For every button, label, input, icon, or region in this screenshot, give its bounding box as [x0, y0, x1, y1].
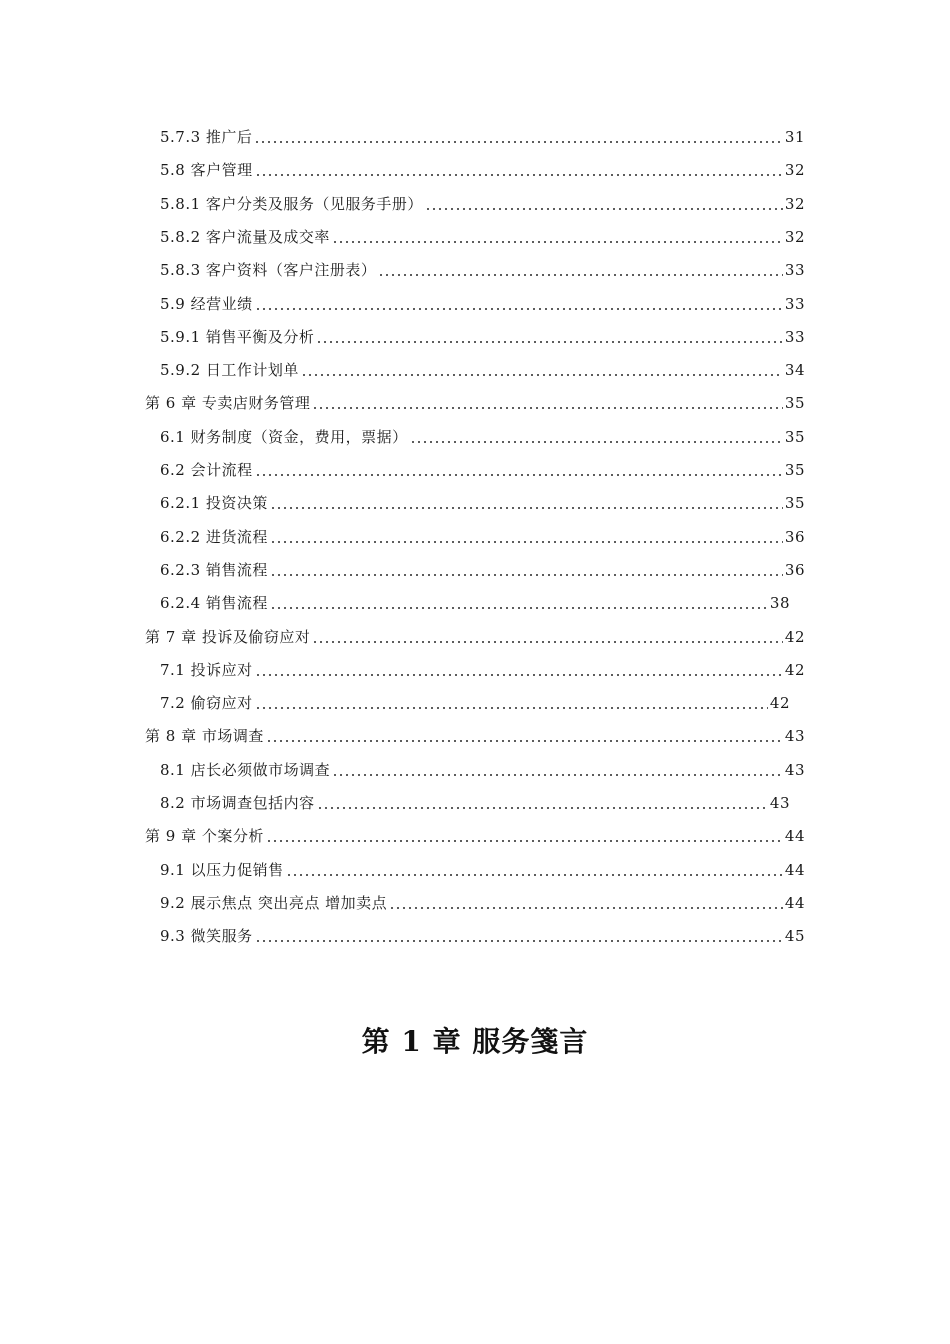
toc-entry[interactable]	[145, 719, 805, 753]
toc-dot-leader	[266, 740, 783, 742]
toc-entry-page-number: 34	[784, 361, 805, 380]
toc-entry-label: 6.2.4 销售流程	[160, 594, 268, 613]
toc-entry-label: 5.8 客户管理	[160, 161, 253, 180]
toc-entry-page-number: 36	[784, 527, 805, 546]
toc-entry-page-number: 35	[784, 394, 805, 413]
toc-dot-leader	[255, 474, 783, 476]
toc-entry[interactable]	[145, 386, 805, 420]
toc-entry[interactable]	[160, 220, 805, 254]
toc-entry-label: 6.2.2 进货流程	[160, 527, 268, 546]
toc-entry[interactable]	[160, 886, 805, 920]
toc-dot-leader	[270, 541, 783, 543]
toc-entry-label: 8.1 店长必须做市场调查	[160, 760, 331, 779]
toc-entry-label: 5.8.1 客户分类及服务（见服务手册）	[160, 194, 423, 213]
toc-dot-leader	[312, 407, 783, 409]
toc-entry[interactable]	[160, 353, 805, 387]
toc-dot-leader	[312, 641, 783, 643]
toc-entry[interactable]	[160, 253, 805, 287]
toc-entry-page-number: 42	[784, 627, 805, 646]
toc-entry[interactable]	[160, 753, 805, 787]
toc-entry-page-number: 38	[769, 594, 790, 613]
toc-dot-leader	[425, 208, 783, 210]
toc-entry-label: 9.1 以压力促销售	[160, 860, 284, 879]
toc-entry-page-number: 32	[784, 161, 805, 180]
toc-entry[interactable]	[160, 686, 790, 720]
toc-entry-label: 6.1 财务制度（资金，费用，票据）	[160, 427, 408, 446]
toc-entry[interactable]	[160, 853, 805, 887]
toc-entry-page-number: 43	[769, 794, 790, 812]
toc-entry-page-number: 45	[784, 927, 805, 946]
toc-entry[interactable]	[160, 653, 805, 687]
toc-dot-leader	[301, 374, 783, 376]
toc-entry-page-number: 33	[784, 294, 805, 313]
toc-entry[interactable]	[145, 620, 805, 654]
toc-entry-label: 9.3 微笑服务	[160, 927, 253, 946]
toc-entry-label: 第 7 章 投诉及偷窃应对	[145, 627, 311, 646]
toc-entry-page-number: 35	[784, 494, 805, 513]
toc-entry[interactable]	[160, 420, 805, 454]
toc-entry-page-number: 44	[784, 827, 805, 846]
toc-entry[interactable]	[160, 586, 790, 620]
toc-dot-leader	[255, 174, 783, 176]
toc-dot-leader	[317, 807, 768, 809]
toc-entry-page-number: 33	[784, 327, 805, 346]
toc-entry-label: 第 6 章 专卖店财务管理	[145, 394, 311, 413]
toc-entry-page-number: 44	[784, 860, 805, 879]
toc-entry-label: 9.2 展示焦点 突出亮点 增加卖点	[160, 893, 388, 912]
toc-entry[interactable]	[160, 120, 805, 154]
toc-entry-page-number: 42	[784, 660, 805, 679]
toc-entry-label: 6.2.3 销售流程	[160, 560, 268, 579]
toc-entry[interactable]	[160, 786, 790, 820]
toc-entry[interactable]	[160, 187, 805, 221]
toc-dot-leader	[255, 707, 768, 709]
toc-entry-page-number: 43	[784, 760, 805, 779]
toc-entry-label: 5.8.3 客户资料（客户注册表）	[160, 261, 377, 280]
toc-entry-label: 5.9 经营业绩	[160, 294, 253, 313]
toc-entry[interactable]	[160, 320, 805, 354]
toc-dot-leader	[270, 574, 783, 576]
toc-dot-leader	[270, 507, 783, 509]
toc-entry-label: 第 8 章 市场调查	[145, 727, 264, 746]
toc-entry-page-number: 42	[769, 694, 790, 713]
toc-entry-label: 7.2 偷窃应对	[160, 694, 253, 713]
toc-entry-label: 5.9.2 日工作计划单	[160, 361, 299, 380]
toc-entry-label: 5.8.2 客户流量及成交率	[160, 227, 330, 246]
toc-entry[interactable]	[160, 287, 805, 321]
toc-entry[interactable]	[160, 486, 805, 520]
toc-dot-leader	[255, 940, 783, 942]
toc-entry[interactable]	[160, 553, 805, 587]
toc-entry[interactable]	[160, 453, 805, 487]
toc-dot-leader	[286, 874, 783, 876]
toc-entry-page-number: 33	[784, 261, 805, 280]
toc-entry-page-number: 35	[784, 461, 805, 479]
toc-entry-label: 6.2 会计流程	[160, 461, 253, 479]
toc-entry-page-number: 32	[784, 227, 805, 246]
toc-entry-page-number: 31	[784, 128, 805, 146]
toc-dot-leader	[378, 274, 782, 276]
toc-dot-leader	[389, 907, 783, 909]
toc-entry-label: 5.9.1 销售平衡及分析	[160, 327, 315, 346]
toc-entry-label: 第 9 章 个案分析	[145, 827, 264, 846]
toc-dot-leader	[316, 341, 782, 343]
toc-dot-leader	[410, 441, 783, 443]
toc-dot-leader	[332, 241, 783, 243]
toc-dot-leader	[255, 674, 783, 676]
toc-entry-page-number: 36	[784, 560, 805, 579]
toc-entry-page-number: 43	[784, 727, 805, 746]
toc-dot-leader	[266, 840, 783, 842]
toc-entry[interactable]	[160, 153, 805, 187]
toc-entry-page-number: 44	[784, 893, 805, 912]
toc-dot-leader	[332, 774, 783, 776]
toc-entry-page-number: 35	[784, 427, 805, 446]
toc-entry-label: 7.1 投诉应对	[160, 660, 253, 679]
toc-entry-label: 6.2.1 投资决策	[160, 494, 268, 513]
chapter-heading: 第 1 章 服务箋言	[361, 1025, 589, 1058]
toc-entry[interactable]	[160, 919, 805, 953]
toc-entry[interactable]	[145, 819, 805, 853]
toc-dot-leader	[270, 607, 768, 609]
toc-entry[interactable]	[160, 520, 805, 554]
toc-dot-leader	[255, 308, 783, 310]
toc-entry-label: 8.2 市场调查包括内容	[160, 794, 315, 812]
toc-entry-label: 5.7.3 推广后	[160, 128, 253, 146]
toc-entry-page-number: 32	[784, 194, 805, 213]
toc-dot-leader	[254, 141, 782, 143]
